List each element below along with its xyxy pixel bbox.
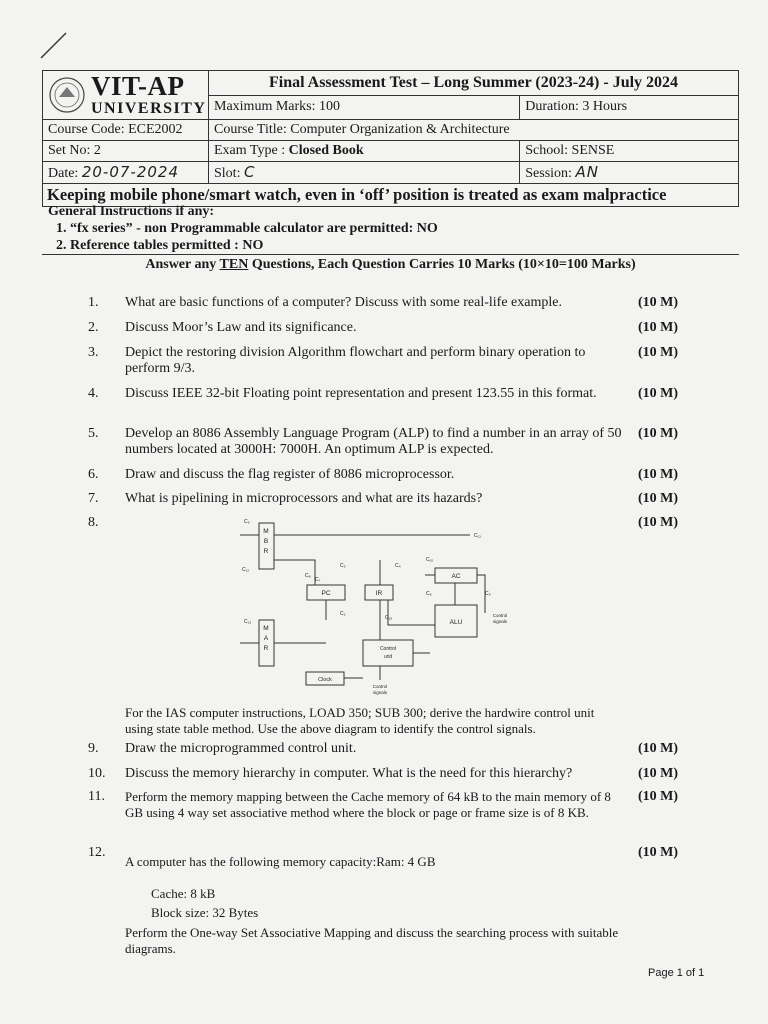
question-number: 6. — [88, 467, 99, 482]
slot — [209, 162, 520, 184]
header-table — [42, 70, 739, 207]
question-number: 7. — [88, 491, 99, 506]
pen-stroke-mark — [36, 28, 76, 68]
slot-value: C — [243, 163, 256, 181]
question-marks: (10 M) — [638, 320, 679, 335]
signal-c5: C₅ — [244, 519, 250, 525]
question-number: 5. — [88, 426, 99, 441]
question-marks: (10 M) — [638, 426, 679, 441]
mar-letter-m: M — [263, 625, 269, 632]
control-unit-box — [363, 640, 413, 666]
question-marks: (10 M) — [638, 491, 679, 506]
question-marks: (10 M) — [638, 741, 679, 756]
signal-c4: C₄ — [395, 563, 401, 569]
question-text: Discuss Moor’s Law and its significance. — [125, 320, 357, 335]
mbr-letter-r: R — [263, 548, 269, 555]
clock-label: Clock — [318, 677, 332, 683]
question-text: Discuss the memory hierarchy in computer. What is the need for this hierarchy? — [125, 766, 573, 781]
ac-label: AC — [451, 573, 461, 580]
question-text: Perform the memory mapping between the Cache memory of 64 kB to the main memory of 8 GB using 4 way set associative method where the block or page or frame size is of 8 KB. — [125, 789, 611, 820]
signal-c3: C₃ — [340, 563, 346, 569]
question-text: What is pipelining in microprocessors and what are its hazards? — [125, 491, 483, 506]
question-number: 11. — [88, 789, 105, 804]
malpractice-warning: Keeping mobile phone/smart watch, even in ‘off’ position is treated as exam malpractice — [43, 184, 739, 207]
question-number: 4. — [88, 386, 99, 401]
date-label: Date: — [48, 166, 82, 181]
answer-prefix: Answer any — [145, 257, 220, 272]
control-unit-label-1: Control — [379, 646, 397, 652]
control-signals-label-2: signals — [372, 690, 388, 695]
question-number: 8. — [88, 515, 99, 530]
control-signals-side-label-1: Control — [492, 613, 508, 618]
mbr-letter-b: B — [263, 538, 269, 545]
signal-c10: C₁₀ — [426, 557, 434, 563]
signal-c12: C₁₂ — [242, 567, 250, 573]
page-number: Page 1 of 1 — [648, 967, 705, 979]
exam-title: Final Assessment Test – Long Summer (2023-24) - July 2024 — [209, 71, 739, 96]
question-text: What are basic functions of a computer? Discuss with some real-life example. — [125, 295, 562, 310]
question-number: 2. — [88, 320, 99, 335]
general-instructions — [42, 204, 739, 255]
question-marks: (10 M) — [638, 766, 679, 781]
date — [43, 162, 209, 184]
mar-letter-r: R — [263, 645, 269, 652]
question-marks: (10 M) — [638, 845, 679, 860]
signal-c2: C₂ — [340, 611, 346, 617]
signal-c11: C₁₁ — [474, 533, 481, 539]
max-marks: Maximum Marks: 100 — [209, 95, 520, 120]
signal-c13: C₁₃ — [244, 619, 252, 625]
session-label: Session: — [525, 166, 576, 181]
question-number: 10. — [88, 766, 106, 781]
question-text: Perform the One-way Set Associative Mapping and discuss the searching process with suitable diagrams. — [125, 925, 619, 956]
question-detail: Block size: 32 Bytes — [151, 905, 259, 920]
university-logo — [43, 71, 209, 120]
date-value: 20-07-2024 — [81, 163, 180, 181]
logo-subtitle: UNIVERSITY — [91, 100, 207, 117]
question-text: Depict the restoring division Algorithm flowchart and perform binary operation to perform 9/3. — [125, 345, 586, 376]
question-text: Develop an 8086 Assembly Language Program (ALP) to find a number in an array of 50 numbers located at 3000H: 7000H. An optimum ALP is expected. — [125, 426, 622, 457]
question-text: For the IAS computer instructions, LOAD 350; SUB 300; derive the hardwire control unit using state table method. Use the above diagram to identify the control signals. — [125, 705, 595, 736]
exam-type-label: Exam Type : — [214, 143, 289, 158]
course-code: Course Code: ECE2002 — [43, 120, 209, 141]
university-seal-icon — [47, 75, 87, 115]
answer-instruction — [42, 257, 739, 273]
signal-c7: C₇ — [315, 577, 321, 583]
question-detail: Cache: 8 kB — [151, 886, 216, 901]
question-marks: (10 M) — [638, 386, 679, 401]
ir-label: IR — [375, 590, 383, 597]
mbr-letter-m: M — [263, 528, 269, 535]
set-no: Set No: 2 — [43, 141, 209, 162]
question-text: Draw the microprogrammed control unit. — [125, 741, 357, 756]
ias-datapath-diagram — [230, 515, 530, 695]
question-marks: (10 M) — [638, 345, 679, 360]
question-marks: (10 M) — [638, 295, 679, 310]
question-text: A computer has the following memory capacity:Ram: 4 GB — [125, 854, 436, 869]
mar-letter-a: A — [263, 635, 269, 642]
control-signals-side-label-2: signals — [492, 619, 508, 624]
session-value: AN — [575, 163, 599, 181]
signal-c8: C₈ — [305, 573, 311, 579]
slot-label: Slot: — [214, 166, 244, 181]
question-number: 9. — [88, 741, 99, 756]
answer-count: TEN — [219, 257, 249, 272]
school: School: SENSE — [520, 141, 739, 162]
question-number: 3. — [88, 345, 99, 360]
signal-c9: C₉ — [485, 591, 491, 597]
duration: Duration: 3 Hours — [520, 95, 739, 120]
question-marks: (10 M) — [638, 789, 679, 804]
question-number: 12. — [88, 845, 106, 860]
alu-label: ALU — [449, 619, 463, 626]
exam-type-value: Closed Book — [288, 143, 364, 158]
question-number: 1. — [88, 295, 99, 310]
question-marks: (10 M) — [638, 515, 679, 530]
answer-suffix: Questions, Each Question Carries 10 Marks (10×10=100 Marks) — [248, 257, 636, 272]
course-title: Course Title: Computer Organization & Architecture — [209, 120, 739, 141]
logo-title: VIT-AP — [91, 71, 185, 101]
control-signals-label-1: Control — [372, 684, 388, 689]
session — [520, 162, 739, 184]
pc-label: PC — [321, 590, 331, 597]
instruction-item: 2. Reference tables permitted : NO — [56, 238, 264, 253]
instruction-item: 1. “fx series” - non Programmable calculator are permitted: NO — [56, 221, 438, 236]
question-text: Draw and discuss the flag register of 8086 microprocessor. — [125, 467, 455, 482]
exam-type — [209, 141, 520, 162]
instructions-heading: General Instructions if any: — [48, 204, 215, 219]
divider — [42, 254, 739, 255]
signal-c6: C₆ — [426, 591, 432, 597]
question-marks: (10 M) — [638, 467, 679, 482]
question-text: Discuss IEEE 32-bit Floating point representation and present 123.55 in this format. — [125, 386, 597, 401]
signal-c15: C₁₅ — [385, 615, 393, 621]
control-unit-label-2: unit — [383, 654, 393, 660]
